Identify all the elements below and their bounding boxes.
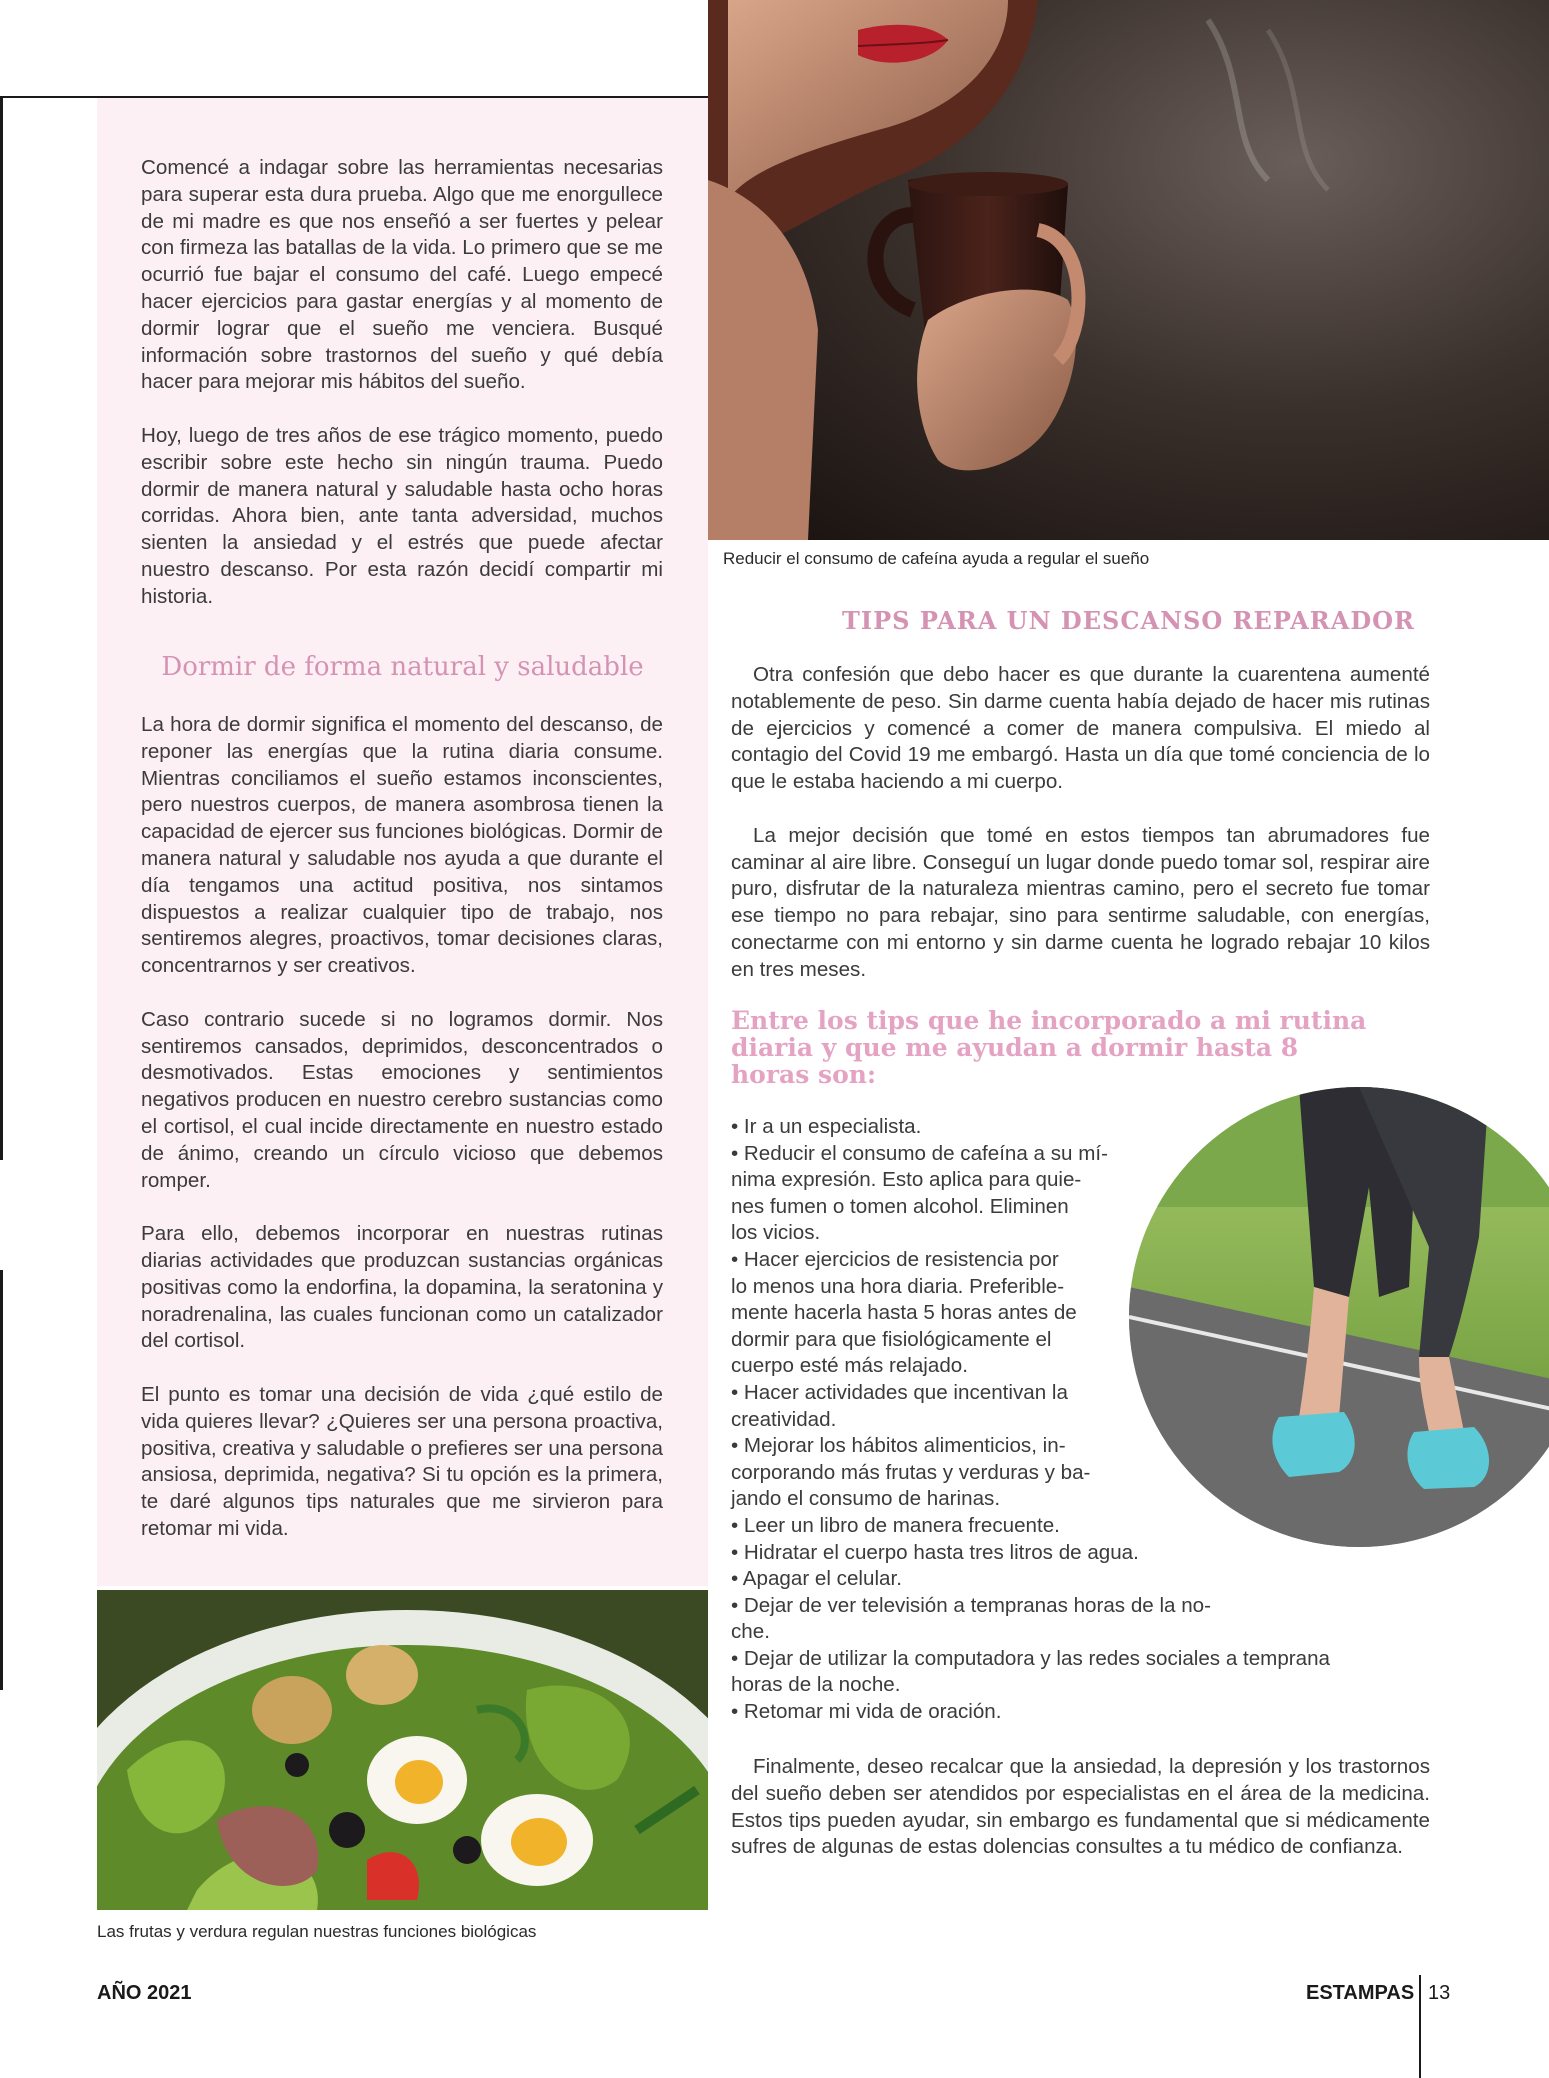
list-item: creatividad. (731, 1407, 837, 1431)
closing-paragraph (731, 1754, 1430, 1861)
list-item: • Hacer actividades que incentivan la (731, 1380, 1068, 1404)
footer-year: AÑO 2021 (97, 1982, 192, 2004)
list-item: • Dejar de ver televisión a tempranas horas de la no- (731, 1593, 1211, 1617)
paragraph: La hora de dormir significa el momento del descanso, de reponer las energías que la rutina diaria consume. Mientras conciliamos el sueño estamos inconscientes, pero nuestros cuerpos, de manera asombrosa tienen la capacidad de ejercer sus funciones biológicas. Dormir de manera natural y saludable nos ayuda a que durante el día tengamos una actitud positiva, nos sintamos dispuestos a realizar cualquier tipo de trabajo, nos sentiremos alegres, proactivos, tomar decisiones claras, concentrarnos y ser creativos. (141, 713, 663, 978)
list-item: • Reducir el consumo de cafeína a su mí- (731, 1141, 1108, 1165)
paragraph: Comencé a indagar sobre las herramientas necesarias para superar esta dura prueba. Algo que me enorgullece de mi madre es que nos enseñó a ser fuertes y pelear con firmeza las batallas de la vida. Lo primero que se me ocurrió fue bajar el consumo del café. Luego empecé hacer ejercicios para gastar energías y al momento de dormir lograr que el sueño me venciera. Busqué información sobre trastornos del sueño y qué debía hacer para mejorar mis hábitos del sueño. (141, 156, 663, 394)
list-item: lo menos una hora diaria. Preferible- (731, 1274, 1065, 1298)
left-edge-bar (0, 98, 3, 1160)
salad-caption: Las frutas y verdura regulan nuestras funciones biológicas (97, 1922, 537, 1941)
page-number: 13 (1428, 1982, 1451, 2004)
right-column-body (731, 662, 1430, 984)
tips-heading: Entre los tips que he incorporado a mi rutina diaria y que me ayudan a dormir hasta 8 horas son: (731, 1006, 1367, 1089)
footer-divider (1419, 1975, 1421, 2078)
paragraph: Hoy, luego de tres años de ese trágico momento, puedo escribir sobre este hecho sin ningún trauma. Puedo dormir de manera natural y saludable hasta ocho horas corridas. Ahora bien, ante tanta adversidad, muchos sienten la ansiedad y el estrés que puede afectar nuestro descanso. Por esta razón decidí compartir mi historia. (141, 423, 663, 608)
left-column-body (141, 712, 663, 1543)
coffee-photo (708, 0, 1549, 540)
list-item: • Mejorar los hábitos alimenticios, in- (731, 1434, 1066, 1458)
list-item: los vicios. (731, 1221, 821, 1245)
section-title: Dormir de forma natural y saludable (161, 652, 644, 682)
paragraph: Finalmente, deseo recalcar que la ansiedad, la depresión y los trastornos del sueño deben ser atendidos por especialistas en el área de la medicina. Estos tips pueden ayudar, sin embargo es fundamental que si médicamente sufres de algunas de estas dolencias consultes a tu médico de confianza. (731, 1755, 1430, 1859)
list-item: dormir para que fisiológicamente el (731, 1327, 1052, 1351)
list-item: • Dejar de utilizar la computadora y las redes sociales a temprana (731, 1646, 1330, 1670)
list-item: • Ir a un especialista. (731, 1115, 922, 1138)
list-item: cuerpo esté más relajado. (731, 1354, 968, 1378)
list-item: nes fumen o tomen alcohol. Eliminen (731, 1194, 1069, 1218)
list-item: horas de la noche. (731, 1673, 901, 1697)
list-item: nima expresión. Esto aplica para quie- (731, 1168, 1082, 1192)
paragraph: El punto es tomar una decisión de vida ¿qué estilo de vida quieres llevar? ¿Quieres ser una persona proactiva, positiva, creativa y saludable o prefieres ser una persona ansiosa, deprimida, negativa? Si tu opción es la primera, te daré algunos tips naturales que me sirvieron para retomar mi vida. (141, 1382, 663, 1540)
salad-illustration (97, 1590, 708, 1910)
paragraph: Para ello, debemos incorporar en nuestras rutinas diarias actividades que produzcan sustancias orgánicas positivas como la endorfina, la dopamina, la seratonina y noradrenalina, las cuales funcionan como un catalizador del cortisol. (141, 1222, 663, 1353)
list-item: • Apagar el celular. (731, 1567, 902, 1591)
paragraph: Otra confesión que debo hacer es que durante la cuarentena aumenté notablemente de peso. Sin darme cuenta había dejado de hacer mis rutinas de ejercicios y comencé a comer de manera compulsiva. El miedo al contagio del Covid 19 me embargó. Hasta un día que tomé conciencia de lo que le estaba haciendo a mi cuerpo. (731, 663, 1430, 794)
salad-photo (97, 1590, 708, 1910)
coffee-caption: Reducir el consumo de cafeína ayuda a regular el sueño (723, 549, 1150, 568)
left-column-intro (141, 155, 663, 611)
list-item: • Retomar mi vida de oración. (731, 1700, 1002, 1724)
list-item: che. (731, 1620, 770, 1644)
footer-magazine-name: ESTAMPAS (1306, 1982, 1415, 2004)
paragraph: Caso contrario sucede si no logramos dormir. Nos sentiremos cansados, deprimidos, desconcentrados o desmotivados. Estas emociones y sentimientos negativos producen en nuestro cerebro sustancias como el cortisol, el cual incide directamente en nuestro estado de ánimo, creando un círculo vicioso que debemos romper. (141, 1007, 663, 1192)
list-item: • Leer un libro de manera frecuente. (731, 1513, 1060, 1537)
list-item: mente hacerla hasta 5 horas antes de (731, 1301, 1077, 1325)
list-item: jando el consumo de harinas. (731, 1487, 1001, 1511)
coffee-illustration (708, 0, 1549, 540)
list-item: corporando más frutas y verduras y ba- (731, 1460, 1091, 1484)
tips-list (731, 1114, 1330, 1726)
paragraph: La mejor decisión que tomé en estos tiempos tan abrumadores fue caminar al aire libre. Conseguí un lugar donde puedo tomar sol, respirar aire puro, disfrutar de la naturaleza mientras camino, pero el secreto fue tomar ese tiempo no para rebajar, sino para sentirme saludable, con energías, conectarme con mi entorno y sin darme cuenta he logrado rebajar 10 kilos en tres meses. (731, 823, 1430, 981)
left-edge-bar-lower (0, 1270, 3, 1690)
list-item: • Hidratar el cuerpo hasta tres litros de agua. (731, 1540, 1139, 1564)
tips-section-title: TIPS PARA UN DESCANSO REPARADOR (842, 606, 1415, 635)
list-item: • Hacer ejercicios de resistencia por (731, 1247, 1059, 1271)
